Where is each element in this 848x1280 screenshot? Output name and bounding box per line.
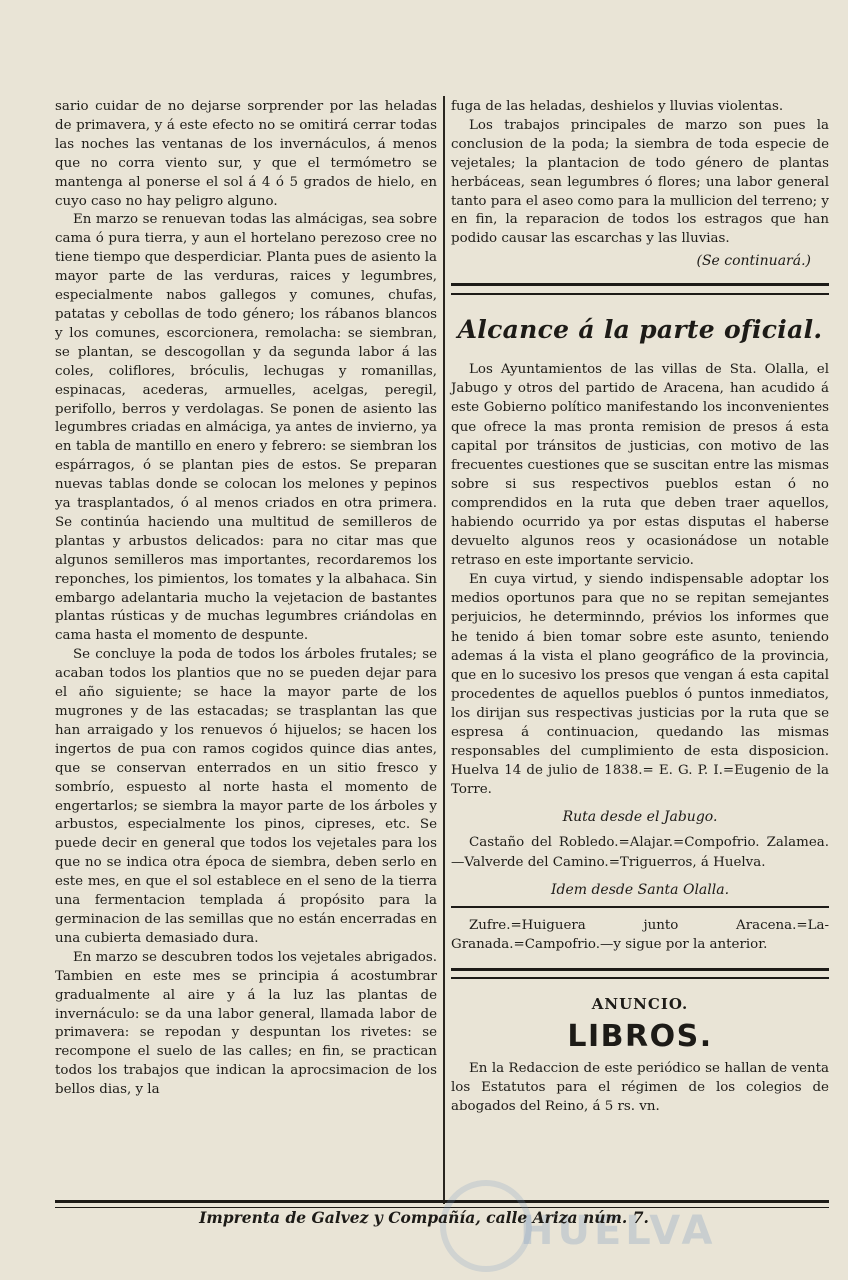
left-column <box>55 98 437 1100</box>
continues-note: (Se continuará.) <box>696 253 811 270</box>
article-paragraph: fuga de las heladas, deshielos y lluvias violentas. <box>451 99 784 114</box>
route-jabugo <box>451 833 829 871</box>
printer-imprint: Imprenta de Galvez y Compañía, calle Ariza núm. 7. <box>199 1208 649 1227</box>
article-paragraph: Se concluye la poda de todos los árboles frutales; se acaban todos los plantios que no se pueden dejar para el año siguiente; se hace la mayor parte de los mugrones y de las estacadas; se trasplantan las que han arraigado y los renuevos ó hijuelos; se hacen los ingertos de pua con ramos cogidos quince dias antes, que se conservan enterrados en un sitio fresco y sombrío, espuesto al norte hasta el momento de engertarlos; se siembra la mayor parte de los árboles y arbustos, especialmente los pinos, cipreses, etc. Se puede decir en general que todos los vejetales para los que no se indica otra época de siembra, deben serlo en este mes, en que el sol establece en el seno de la tierra una fermentacion templada á propósito para la germinacion de las semillas que no están encerradas en una cubierta demasiado dura. <box>55 647 437 946</box>
section-divider <box>451 968 829 979</box>
right-column <box>451 98 829 1117</box>
article-continuation <box>451 98 829 269</box>
libros-heading: LIBROS. <box>567 1018 713 1054</box>
thin-divider <box>451 906 829 908</box>
section-divider <box>451 283 829 295</box>
official-paragraph: En cuya virtud, y siendo indispensable adoptar los medios oportunos para que no se repitan semejantes perjuicios, he determinndo, prévios los informes que he tenido á bien tomar sobre este asunto, teniendo ademas á la vista el plano geográfico de la provincia, que en lo sucesivo los presos que vengan á esta capital procedentes de aquellos pueblos ó puntos inmediatos, los dirijan sus respectivas justicias por la ruta que se espresa á continuacion, quedando las mismas responsables del cumplimiento de esta disposicion. Huelva 14 de julio de 1838.= E. G. P. I.=Eugenio de la Torre. <box>451 572 829 798</box>
route-text: Castaño del Robledo.=Alajar.=Compofrio. Zalamea.—Valverde del Camino.=Triguerros, á Huelva. <box>451 835 829 870</box>
huelva-watermark: HUELVA <box>520 1208 717 1254</box>
article-paragraph: En marzo se descubren todos los vejetales abrigados. Tambien en este mes se principia á acostumbrar gradualmente al aire y á la luz las plantas de invernáculo: se da una labor general, llamada labor de primavera: se repodan y despuntan los rivetes: se recompone el suelo de las calles; en fin, se practican todos los trabajos que indican la aprocsimacion de los bellos dias, y la <box>55 949 437 1098</box>
official-paragraph: Los Ayuntamientos de las villas de Sta. Olalla, el Jabugo y otros del partido de Aracena, han acudido á este Gobierno político manifestando los inconvenientes que ofrece la mas pronta remision de presos á esta capital por tránsitos de justicias, con motivo de las frecuentes cuestiones que se suscitan entre las mismas sobre si sus respectivos pueblos estan ó no comprendidos en la ruta que deben traer aquellos, habiendo ocurrido ya por estas disputas el haberse devuelto algunos reos y ocasionádose un notable retraso en este importante servicio. <box>451 362 829 569</box>
official-section-title: Alcance á la parte oficial. <box>457 315 823 345</box>
route-title-santa-olalla: Idem desde Santa Olalla. <box>550 881 730 898</box>
official-notice <box>451 360 829 799</box>
libros-notice: En la Redaccion de este periódico se hallan de venta los Estatutos para el régimen de los colegios de abogados del Reino, á 5 rs. vn. <box>451 1060 829 1114</box>
route-santa-olalla <box>451 916 829 954</box>
article-paragraph: sario cuidar de no dejarse sorprender por las heladas de primavera, y á este efecto no se omitirá cerrar todas las noches las ventanas de los invernáculos, á menos que no corra viento sur, y que el termómetro se mantenga al ponerse el sol á 4 ó 5 grados de hielo, en cuyo caso no hay peligro alguno. <box>55 99 437 209</box>
article-paragraph: Los trabajos principales de marzo son pues la conclusion de la poda; la siembra de toda especie de vejetales; la plantacion de todo género de plantas herbáceas, sean legumbres ó flores; una labor general tanto para el aseo como para la mullicion del terreno; y en fin, la reparacion de todos los estragos que han podido causar las escarchas y las lluvias. <box>451 117 829 247</box>
route-title-jabugo: Ruta desde el Jabugo. <box>562 809 718 826</box>
article-paragraph: En marzo se renuevan todas las almácigas, sea sobre cama ó pura tierra, y aun el hortelano perezoso cree no tiene tiempo que desperdiciar. Planta pues de asiento la mayor parte de las verduras, raices y legumbres, especialmente nabos gallegos y comunes, chufas, patatas y cebollas de todo género; los rábanos blancos y los comunes, escorcionera, remolacha: se siembran, se plantan, se descogollan y da segunda labor á las coles, coliflores, bróculis, lechugas y romanillas, espinacas, acederas, armuelles, acelgas, peregil, perifollo, berros y verdolagas. Se ponen de asiento las legumbres criadas en almáciga, ya antes de invierno, ya en tabla de mantillo en enero y febrero: se siembran los espárragos, ó se plantan pies de estos. Se preparan nuevas tablas donde se colocan los melones y pepinos ya trasplantados, ó al menos criados en otra primera. Se continúa haciendo una multitud de semilleros de plantas y arbustos delicados: para no citar mas que algunos semilleros mas importantes, recordaremos los reponches, los pimientos, los tomates y la albahaca. Sin embargo adelantaria mucho la vejetacion de bastantes plantas rústicas y de muchas legumbres criándolas en cama hasta el momento de despunte. <box>55 212 438 644</box>
route-text: Zufre.=Huiguera junto Aracena.=La-Granada.=Campofrio.—y sigue por la anterior. <box>451 917 829 952</box>
anuncio-heading: ANUNCIO. <box>591 994 689 1013</box>
column-divider <box>443 96 445 1204</box>
